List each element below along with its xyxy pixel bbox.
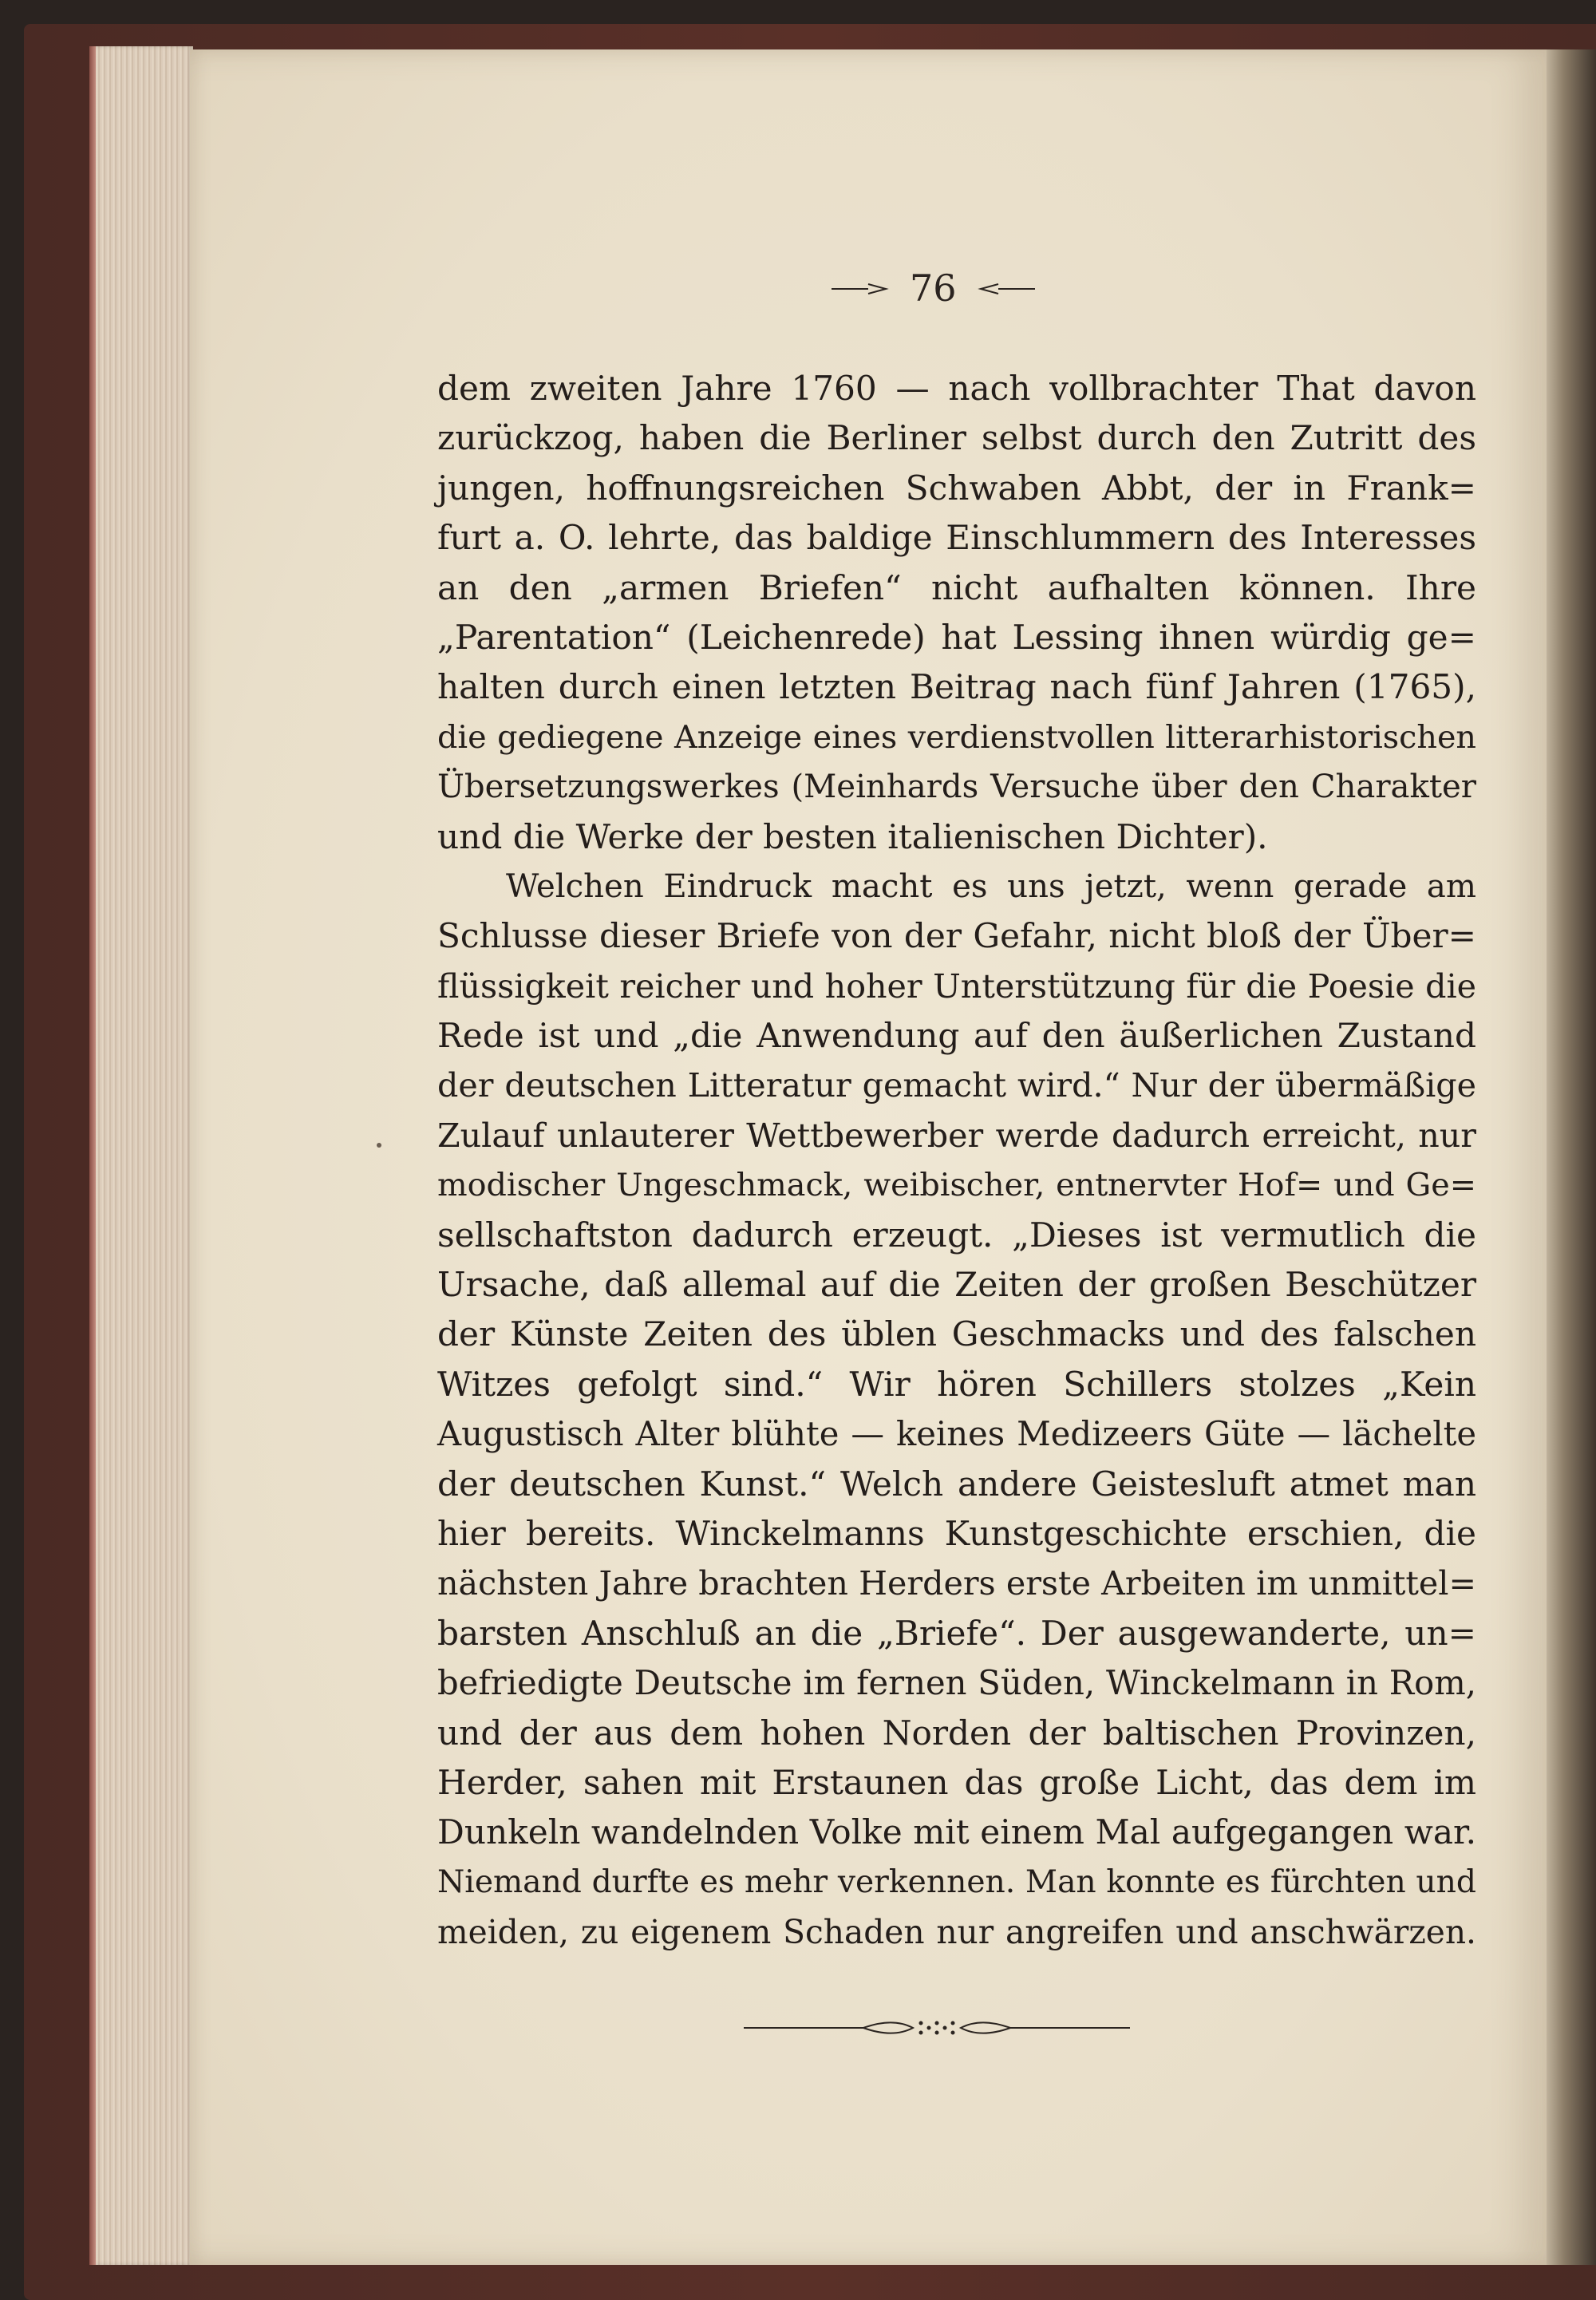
body-text [437, 364, 1476, 1958]
text-line: Ursache, daß allemal auf die Zeiten der großen Beschützer [437, 1265, 1476, 1305]
page-gutter [1547, 49, 1596, 2265]
text-line: und die Werke der besten italienischen Dichter). [437, 816, 1268, 856]
text-line: Herder, sahen mit Erstaunen das große Licht, das dem im [437, 1762, 1476, 1802]
text-line: der deutschen Litteratur gemacht wird.“ Nur der übermäßige [437, 1066, 1476, 1105]
text-line: jungen, hoffnungsreichen Schwaben Abbt, der in Frank= [437, 468, 1476, 508]
margin-mark [377, 1143, 381, 1148]
text-line: Dunkeln wandelnden Volke mit einem Mal aufgegangen war. [437, 1812, 1476, 1852]
text-line: meiden, zu eigenem Schaden nur angreifen und anschwärzen. [437, 1913, 1476, 1952]
text-line: Schlusse dieser Briefe von der Gefahr, nicht bloß der Über= [437, 916, 1476, 956]
paragraph-1 [437, 364, 1476, 862]
text-line: der Künste Zeiten des üblen Geschmacks und des falschen [437, 1314, 1476, 1354]
text-line: Rede ist und „die Anwendung auf den äußerlichen Zustand [437, 1016, 1476, 1056]
paragraph-2 [437, 862, 1476, 1958]
text-line: halten durch einen letzten Beitrag nach fünf Jahren (1765), [437, 667, 1476, 707]
text-line: befriedigte Deutsche im fernen Süden, Winckelmann in Rom, [437, 1663, 1476, 1703]
text-line: Niemand durfte es mehr verkennen. Man konnte es fürchten und [437, 1863, 1476, 1900]
text-line: Witzes gefolgt sind.“ Wir hören Schillers stolzes „Kein [437, 1364, 1476, 1404]
right-ornament-icon [974, 280, 1037, 296]
text-line: der deutschen Kunst.“ Welch andere Geistesluft atmet man [437, 1464, 1476, 1504]
text-line: Zulauf unlauterer Wettbewerber werde dadurch erreicht, nur [437, 1116, 1476, 1155]
text-line: Übersetzungswerkes (Meinhards Versuche über den Charakter [437, 769, 1476, 806]
text-line: furt a. O. lehrte, das baldige Einschlummern des Interesses [437, 518, 1476, 558]
text-line: sellschaftston dadurch erzeugt. „Dieses ist vermutlich die [437, 1215, 1476, 1255]
text-line: dem zweiten Jahre 1760 — nach vollbrachter That davon [437, 369, 1476, 408]
text-line: zurückzog, haben die Berliner selbst durch den Zutritt des [437, 418, 1476, 458]
text-line: „Parentation“ (Leichenrede) hat Lessing ihnen würdig ge= [437, 617, 1476, 657]
text-line: Augustisch Alter blühte — keines Medizeers Güte — lächelte [437, 1414, 1476, 1454]
page-edges [89, 46, 193, 2265]
text-line: an den „armen Briefen“ nicht aufhalten können. Ihre [437, 567, 1476, 607]
tailpiece-ornament-icon [744, 2014, 1130, 2041]
text-line: nächsten Jahre brachten Herders erste Arbeiten im unmittel= [437, 1564, 1476, 1603]
text-line: und der aus dem hohen Norden der baltischen Provinzen, [437, 1713, 1476, 1753]
left-ornament-icon [830, 280, 892, 296]
text-line: barsten Anschluß an die „Briefe“. Der ausgewanderte, un= [437, 1613, 1476, 1653]
page-number: 76 [910, 267, 957, 310]
text-line: hier bereits. Winckelmanns Kunstgeschichte erschien, die [437, 1513, 1476, 1553]
text-line: Welchen Eindruck macht es uns jetzt, wenn gerade am [506, 867, 1476, 905]
page-header [830, 267, 1037, 310]
text-line: flüssigkeit reicher und hoher Unterstützung für die Poesie die [437, 966, 1476, 1006]
text-line: modischer Ungeschmack, weibischer, entnervter Hof= und Ge= [437, 1167, 1476, 1204]
text-line: die gediegene Anzeige eines verdienstvollen litterarhistorischen [437, 718, 1476, 756]
